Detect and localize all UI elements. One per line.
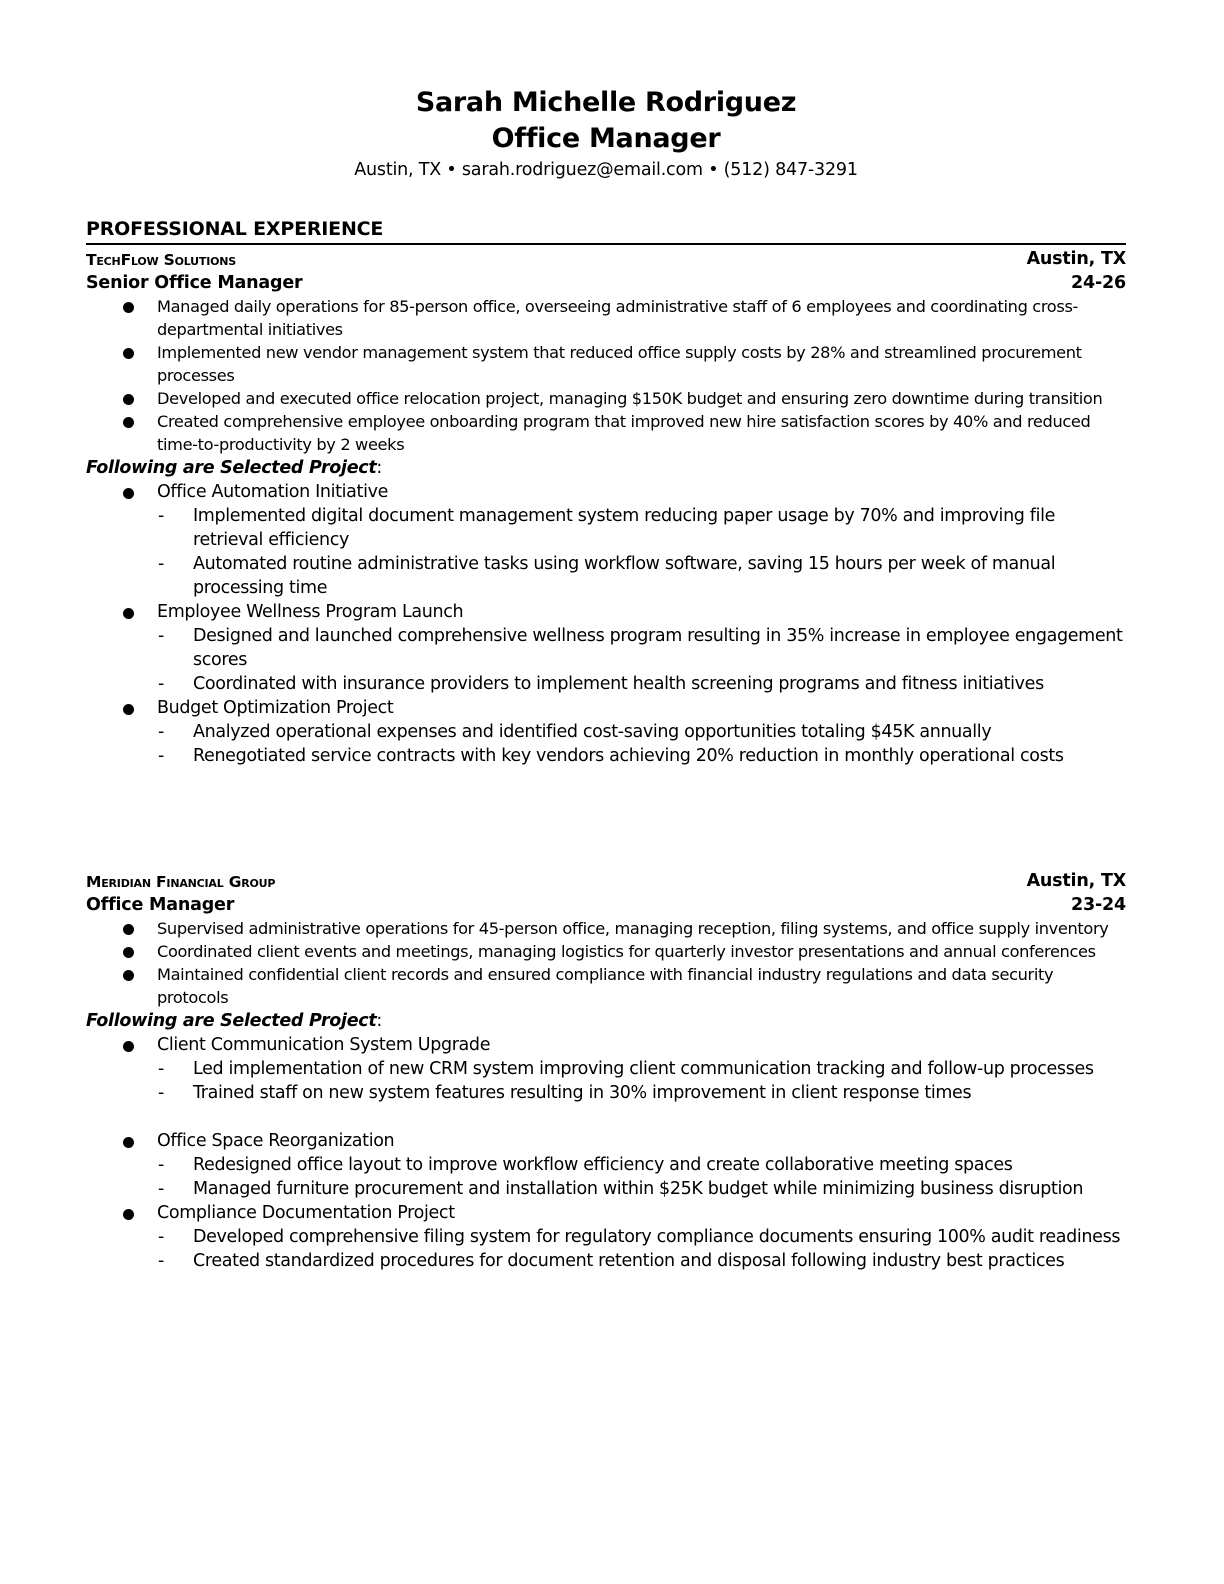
dash-icon: -: [158, 1251, 164, 1271]
contact-line: Austin, TX • sarah.rodriguez@email.com • (512) 847-3291: [354, 160, 858, 180]
bullet-dot-icon: [123, 348, 134, 359]
bullet-dot-icon: [123, 924, 134, 935]
project-item: [86, 1201, 1126, 1225]
project-detail-text: Implemented digital document management system reducing paper usage by 70% and improving file retrieval efficiency: [193, 506, 1056, 550]
project-item: [86, 480, 1126, 504]
dash-icon: -: [158, 626, 164, 646]
bullet-text: Implemented new vendor management system that reduced office supply costs by 28% and streamlined procurement processes: [157, 343, 1082, 385]
bullet-text: Supervised administrative operations for 45-person office, managing reception, filing systems, and office supply inventory: [157, 919, 1109, 938]
job-role: Office Manager: [86, 895, 235, 915]
bullet-dot-icon: [123, 704, 134, 715]
project-detail: [86, 1081, 1126, 1105]
project-detail-text: Led implementation of new CRM system improving client communication tracking and follow-up processes: [193, 1059, 1094, 1079]
job-dates: 24-26: [1071, 273, 1126, 293]
company-name: TechFlow Solutions: [86, 251, 236, 269]
bullet-item: [86, 917, 1126, 940]
bullet-dot-icon: [123, 1137, 134, 1148]
bullet-item: [86, 387, 1126, 410]
project-item: [86, 1129, 1126, 1153]
project-detail-text: Renegotiated service contracts with key vendors achieving 20% reduction in monthly operational costs: [193, 746, 1064, 766]
bullet-text: Managed daily operations for 85-person office, overseeing administrative staff of 6 employees and coordinating cross-departmental initiatives: [157, 297, 1079, 339]
section-divider: [86, 243, 1126, 245]
project-detail: [86, 1177, 1126, 1201]
project-detail: [86, 504, 1126, 552]
bullet-dot-icon: [123, 947, 134, 958]
project-detail-text: Analyzed operational expenses and identified cost-saving opportunities totaling $45K annually: [193, 722, 992, 742]
colon: :: [376, 1011, 383, 1031]
dash-icon: -: [158, 1155, 164, 1175]
dash-icon: -: [158, 1059, 164, 1079]
bullet-item: [86, 341, 1126, 387]
bullet-item: [86, 295, 1126, 341]
section-title-experience: PROFESSIONAL EXPERIENCE: [86, 218, 384, 240]
project-detail-text: Redesigned office layout to improve workflow efficiency and create collaborative meeting spaces: [193, 1155, 1013, 1175]
candidate-name: Sarah Michelle Rodriguez: [415, 87, 797, 118]
selected-projects-text: Following are Selected Project: [86, 458, 377, 478]
project-name: Employee Wellness Program Launch: [157, 602, 464, 622]
project-item: [86, 1033, 1126, 1057]
project-detail-text: Designed and launched comprehensive wellness program resulting in 35% increase in employee engagement scores: [193, 626, 1123, 670]
project-name: Compliance Documentation Project: [157, 1203, 455, 1223]
project-name: Office Automation Initiative: [157, 482, 389, 502]
job-entry-meridian: [86, 869, 1126, 1273]
project-name: Client Communication System Upgrade: [157, 1035, 491, 1055]
job-dates: 23-24: [1071, 895, 1126, 915]
project-item: [86, 696, 1126, 720]
dash-icon: -: [158, 506, 164, 526]
project-name: Office Space Reorganization: [157, 1131, 395, 1151]
job-bullets: [86, 917, 1126, 1009]
project-detail: [86, 1057, 1126, 1081]
selected-projects-label: [86, 456, 1126, 480]
bullet-dot-icon: [123, 608, 134, 619]
project-detail-text: Developed comprehensive filing system for regulatory compliance documents ensuring 100% audit readiness: [193, 1227, 1121, 1247]
project-detail: [86, 720, 1126, 744]
bullet-dot-icon: [123, 417, 134, 428]
bullet-dot-icon: [123, 488, 134, 499]
bullet-item: [86, 410, 1126, 456]
project-detail-text: Trained staff on new system features resulting in 30% improvement in client response times: [193, 1083, 972, 1103]
job-entry-techflow: [86, 247, 1126, 768]
project-detail: [86, 624, 1126, 672]
bullet-item: [86, 963, 1126, 1009]
bullet-dot-icon: [123, 394, 134, 405]
project-item: [86, 600, 1126, 624]
bullet-text: Maintained confidential client records and ensured compliance with financial industry regulations and data security protocols: [157, 965, 1054, 1007]
dash-icon: -: [158, 674, 164, 694]
dash-icon: -: [158, 554, 164, 574]
colon: :: [376, 458, 383, 478]
project-name: Budget Optimization Project: [157, 698, 394, 718]
project-detail-text: Automated routine administrative tasks using workflow software, saving 15 hours per week of manual processing time: [193, 554, 1056, 598]
dash-icon: -: [158, 1083, 164, 1103]
project-detail-text: Created standardized procedures for document retention and disposal following industry best practices: [193, 1251, 1065, 1271]
company-name: Meridian Financial Group: [86, 873, 276, 891]
project-detail: [86, 1249, 1126, 1273]
bullet-text: Created comprehensive employee onboarding program that improved new hire satisfaction scores by 40% and reduced time-to-productivity by 2 weeks: [157, 412, 1091, 454]
project-detail: [86, 744, 1126, 768]
candidate-title: Office Manager: [491, 123, 721, 154]
selected-projects-label: [86, 1009, 1126, 1033]
job-location: Austin, TX: [1026, 871, 1126, 891]
project-detail: [86, 552, 1126, 600]
project-detail: [86, 1225, 1126, 1249]
project-detail-text: Managed furniture procurement and installation within $25K budget while minimizing business disruption: [193, 1179, 1084, 1199]
bullet-text: Developed and executed office relocation project, managing $150K budget and ensuring zero downtime during transition: [157, 389, 1103, 408]
job-location: Austin, TX: [1026, 249, 1126, 269]
bullet-dot-icon: [123, 302, 134, 313]
bullet-dot-icon: [123, 1209, 134, 1220]
dash-icon: -: [158, 1179, 164, 1199]
spacer: [86, 1105, 1126, 1129]
bullet-item: [86, 940, 1126, 963]
bullet-dot-icon: [123, 970, 134, 981]
project-detail: [86, 672, 1126, 696]
project-detail: [86, 1153, 1126, 1177]
dash-icon: -: [158, 1227, 164, 1247]
dash-icon: -: [158, 746, 164, 766]
job-role: Senior Office Manager: [86, 273, 303, 293]
bullet-text: Coordinated client events and meetings, managing logistics for quarterly investor presentations and annual conferences: [157, 942, 1096, 961]
selected-projects-text: Following are Selected Project: [86, 1011, 377, 1031]
project-detail-text: Coordinated with insurance providers to implement health screening programs and fitness initiatives: [193, 674, 1044, 694]
dash-icon: -: [158, 722, 164, 742]
bullet-dot-icon: [123, 1041, 134, 1052]
job-bullets: [86, 295, 1126, 456]
